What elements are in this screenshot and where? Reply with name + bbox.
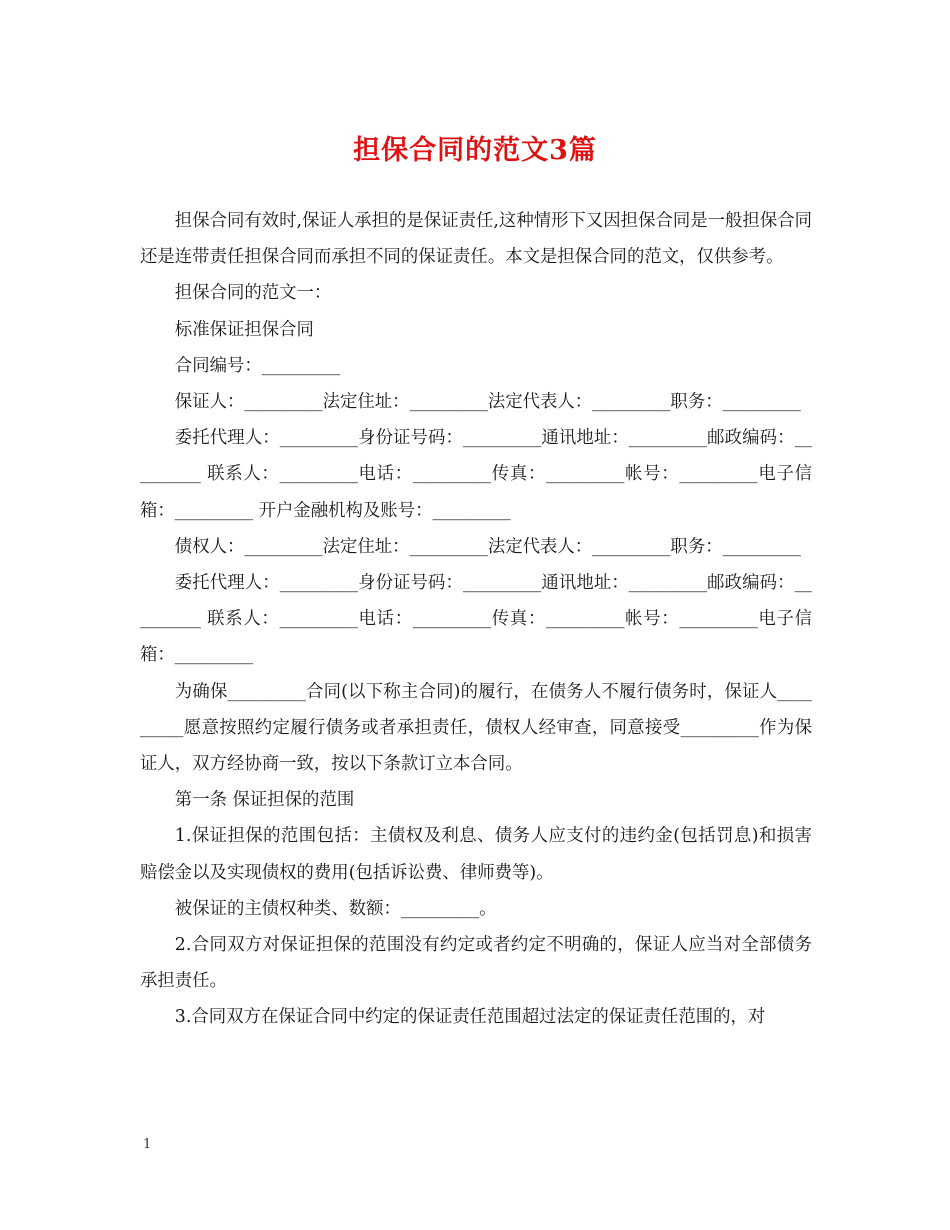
intro-paragraph: 担保合同有效时,保证人承担的是保证责任,这种情形下又因担保合同是一般担保合同还是连带责任担保合同而承担不同的保证责任。本文是担保合同的范文，仅供参考。 — [140, 211, 812, 268]
document-body — [140, 203, 812, 1036]
clause-1-2: 2.合同双方对保证担保的范围没有约定或者约定不明确的，保证人应当对全部债务承担责任。 — [140, 935, 812, 992]
creditor-info-line: 债权人：_________法定住址：_________法定代表人：_________职务：_________ — [174, 536, 801, 557]
article-one-heading: 第一条 保证担保的范围 — [174, 790, 355, 811]
document-title: 担保合同的范文3篇 — [353, 135, 597, 166]
secured-claim-line: 被保证的主债权种类、数额：_________。 — [174, 898, 497, 919]
contract-name: 标准保证担保合同 — [174, 319, 314, 340]
preamble-paragraph: 为确保_________合同(以下称主合同)的履行，在债务人不履行债务时，保证人_________愿意按照约定履行债务或者承担责任，债权人经审查，同意接受_________作为保证人，双方经协商一致，按以下条款订立本合同。 — [140, 681, 812, 775]
creditor-agent-info: 委托代理人：_________身份证号码：_________通讯地址：_________邮政编码：_________ 联系人：_________电话：_________传真：_________帐号：_________电子信箱：_________ — [140, 573, 812, 666]
guarantor-info-line: 保证人：_________法定住址：_________法定代表人：_________职务：_________ — [174, 392, 801, 413]
clause-1-3: 3.合同双方在保证合同中约定的保证责任范围超过法定的保证责任范围的，对 — [174, 1007, 766, 1028]
guarantor-agent-info: 委托代理人：_________身份证号码：_________通讯地址：_________邮政编码：_________ 联系人：_________电话：_________传真：_________帐号：_________电子信箱：_________ 开户金融机构及账号：_________ — [140, 428, 812, 521]
page-number: 1 — [143, 1137, 152, 1152]
clause-1-1: 1.保证担保的范围包括：主债权及利息、债务人应支付的违约金(包括罚息)和损害赔偿金以及实现债权的费用(包括诉讼费、律师费等)。 — [140, 826, 812, 883]
sample-one-heading: 担保合同的范文一： — [174, 283, 332, 304]
contract-number-line: 合同编号：_________ — [174, 355, 341, 376]
